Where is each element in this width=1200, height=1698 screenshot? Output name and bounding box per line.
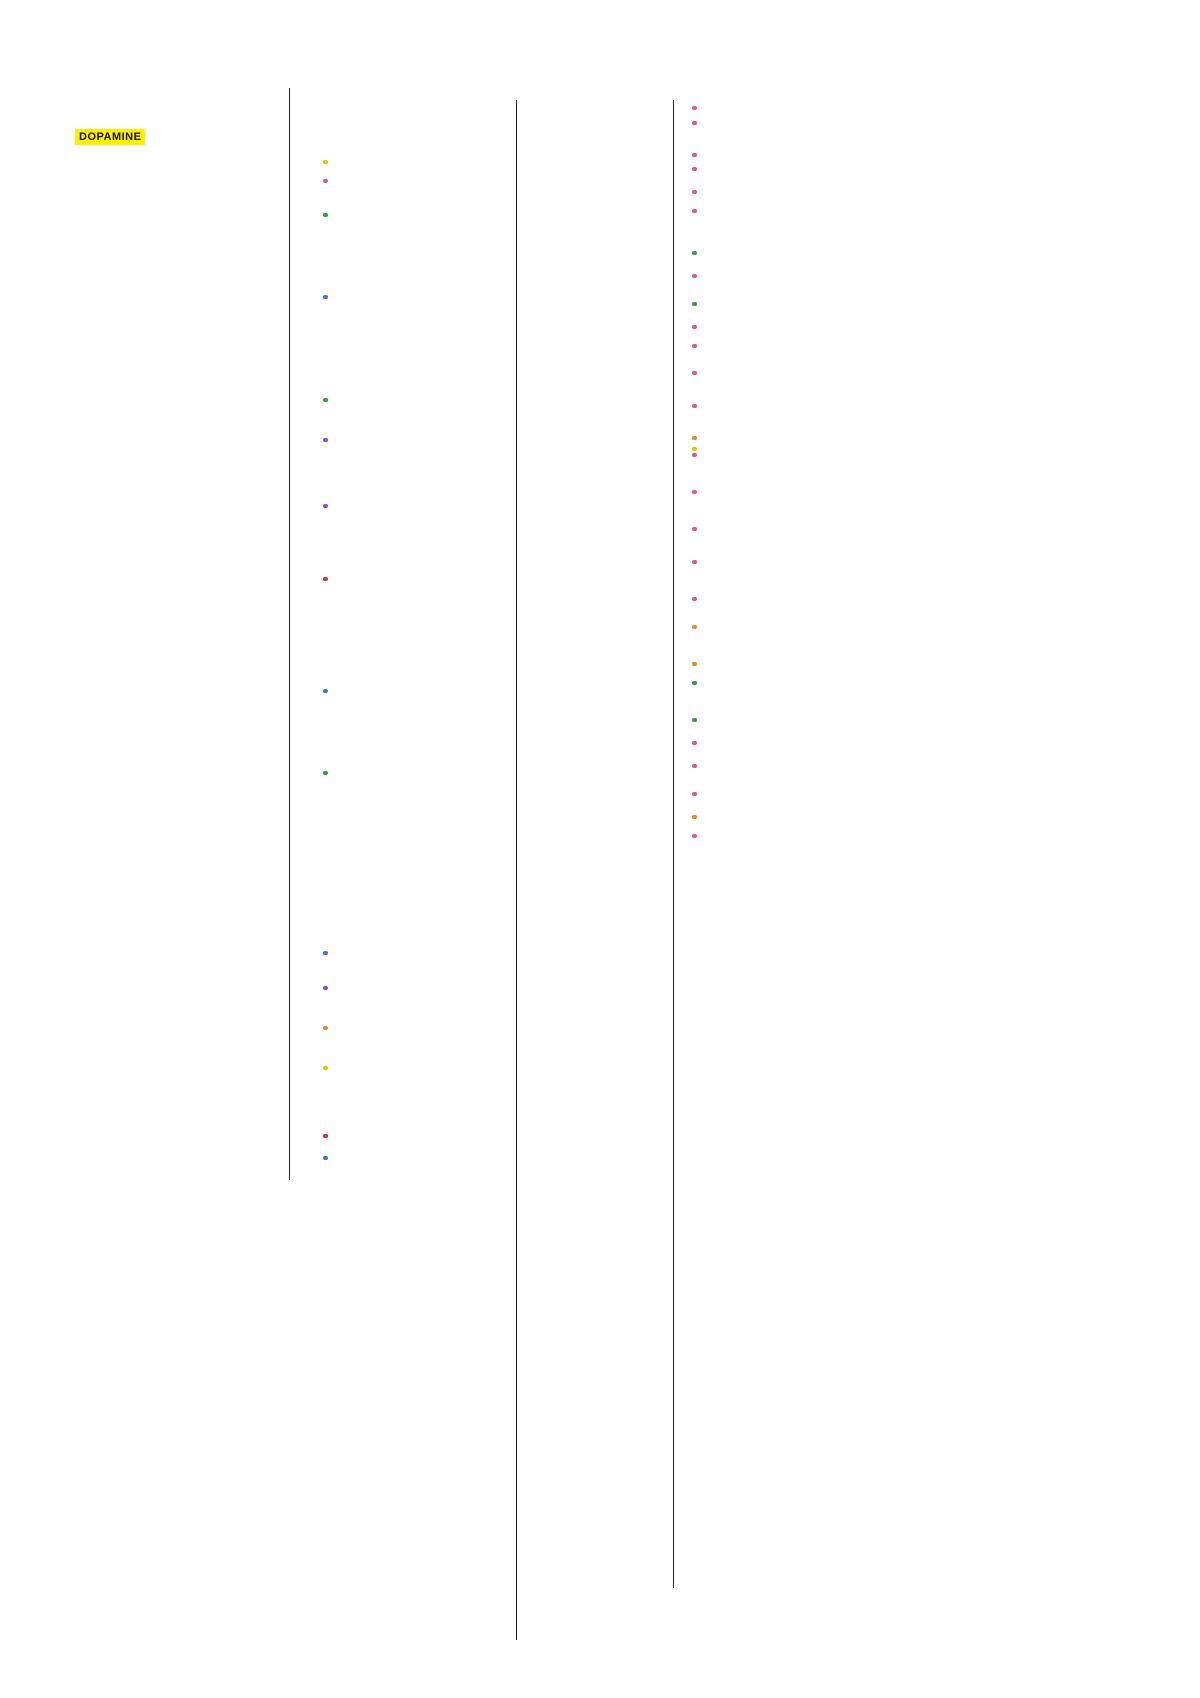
- pink-emoji-icon: [692, 371, 697, 375]
- pink-emoji-icon: [692, 792, 697, 796]
- note-line: [323, 1128, 503, 1133]
- pink-emoji-icon: [692, 167, 697, 171]
- orange-emoji-icon: [692, 436, 697, 440]
- pink-emoji-icon: [692, 190, 697, 194]
- pink-emoji-icon: [692, 764, 697, 768]
- note-line: [692, 848, 872, 853]
- note-line: [541, 1104, 666, 1109]
- note-line: [323, 1189, 503, 1194]
- orange-emoji-icon: [692, 815, 697, 819]
- notes-column-4: [692, 104, 872, 1040]
- orange-emoji-icon: [692, 625, 697, 629]
- note-line: [323, 683, 503, 688]
- column-divider-2: [516, 100, 517, 1640]
- spacer: [323, 500, 503, 503]
- pink-emoji-icon: [692, 834, 697, 838]
- note-line: [541, 925, 666, 930]
- note-line: [323, 765, 503, 770]
- note-line: [323, 570, 503, 575]
- green-emoji-icon: [692, 681, 697, 685]
- section-heading: [323, 159, 503, 166]
- note-line: [323, 809, 503, 814]
- orange-emoji-icon: [692, 662, 697, 666]
- column-divider-1: [289, 88, 290, 1180]
- yellow-emoji-icon: [323, 1066, 328, 1070]
- purple-emoji-icon: [323, 986, 328, 990]
- blue-emoji-icon: [323, 689, 328, 693]
- pink-emoji-icon: [323, 179, 328, 183]
- note-line: [541, 1200, 666, 1205]
- pink-emoji-icon: [692, 741, 697, 745]
- pink-emoji-icon: [692, 527, 697, 531]
- note-line: [323, 392, 503, 397]
- notes-column-3: [541, 104, 666, 1592]
- note-line: [323, 980, 503, 985]
- orange-emoji-icon: [323, 1026, 328, 1030]
- green-emoji-icon: [323, 213, 328, 217]
- red-emoji-icon: [323, 1134, 328, 1138]
- yellow-emoji-icon: [323, 160, 328, 164]
- blue-emoji-icon: [323, 951, 328, 955]
- pink-emoji-icon: [692, 404, 697, 408]
- blue-emoji-icon: [323, 295, 328, 299]
- note-line: [48, 1176, 284, 1180]
- green-emoji-icon: [692, 718, 697, 722]
- note-line: [541, 634, 666, 639]
- purple-emoji-icon: [323, 504, 328, 508]
- note-line: [541, 1337, 666, 1342]
- pink-emoji-icon: [692, 344, 697, 348]
- note-line: [323, 1149, 503, 1154]
- pink-emoji-icon: [692, 560, 697, 564]
- green-emoji-icon: [692, 302, 697, 306]
- green-emoji-icon: [692, 251, 697, 255]
- note-line: [323, 432, 503, 437]
- dopamine-title-badge: DOPAMINE: [75, 129, 145, 145]
- section-heading: [541, 105, 666, 112]
- pink-emoji-icon: [692, 106, 697, 110]
- red-emoji-icon: [323, 577, 328, 581]
- note-line: [323, 821, 503, 826]
- pink-emoji-icon: [692, 274, 697, 278]
- column-divider-3: [673, 100, 674, 1588]
- note-line: [323, 173, 503, 178]
- note-line: [541, 1396, 666, 1401]
- pink-emoji-icon: [692, 209, 697, 213]
- note-line: [323, 945, 503, 950]
- green-emoji-icon: [323, 398, 328, 402]
- pink-emoji-icon: [692, 490, 697, 494]
- note-line: [323, 638, 503, 643]
- pink-emoji-icon: [692, 597, 697, 601]
- green-emoji-icon: [323, 771, 328, 775]
- blue-emoji-icon: [323, 1156, 328, 1160]
- note-line: [692, 441, 872, 446]
- purple-emoji-icon: [323, 438, 328, 442]
- pink-emoji-icon: [692, 325, 697, 329]
- notes-column-1: [48, 178, 284, 1180]
- note-line: [323, 1020, 503, 1025]
- notes-column-2: [323, 158, 503, 1640]
- pink-emoji-icon: [692, 153, 697, 157]
- note-line: [323, 207, 503, 212]
- yellow-emoji-icon: [692, 447, 697, 451]
- pink-emoji-icon: [692, 121, 697, 125]
- note-line: [323, 1060, 503, 1065]
- pink-emoji-icon: [692, 453, 697, 457]
- note-line: [323, 288, 503, 293]
